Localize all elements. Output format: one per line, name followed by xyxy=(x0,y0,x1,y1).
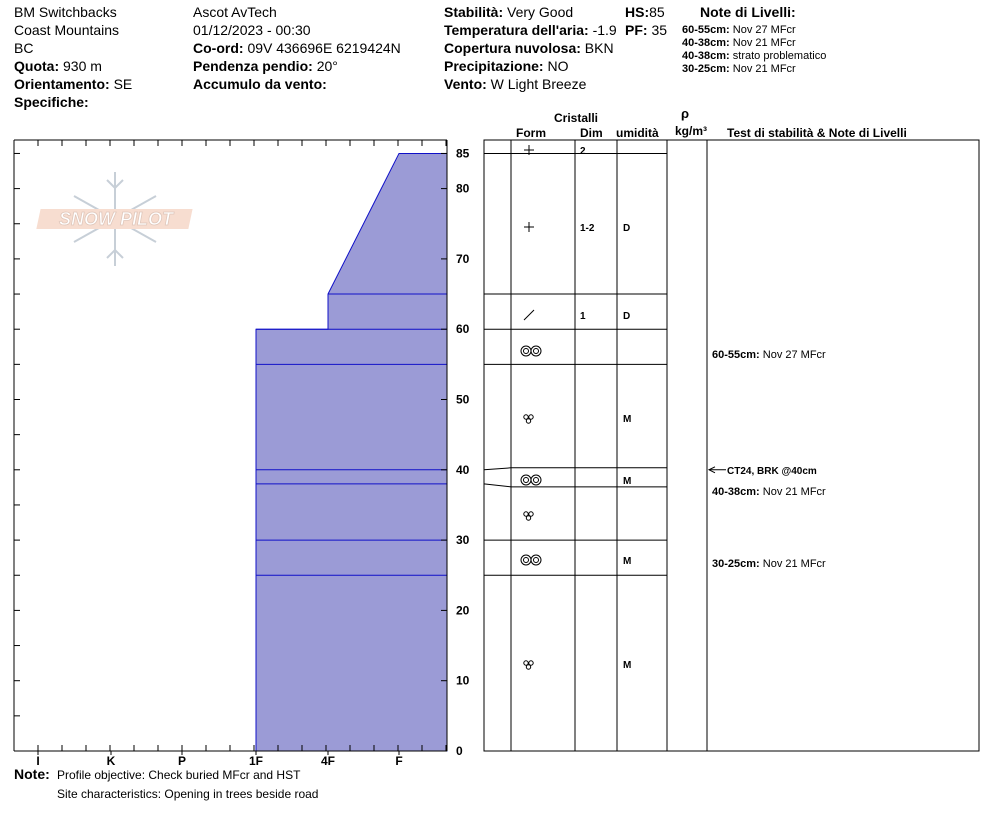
layer-note-3: 40-38cm: strato problematico xyxy=(682,50,827,62)
moisture-label: M xyxy=(623,414,632,425)
air-temperature: Temperatura dell'aria: -1.9 xyxy=(444,22,617,38)
y-tick-label: 10 xyxy=(456,673,470,688)
grain-round-icon xyxy=(526,419,530,423)
note-label: Note: xyxy=(14,766,50,782)
grain-size-label: 1-2 xyxy=(580,223,595,234)
x-tick-label: I xyxy=(36,754,40,768)
grain-size-label: 1 xyxy=(580,311,586,322)
y-tick-label: 80 xyxy=(456,181,470,196)
observer: Ascot AvTech xyxy=(193,4,277,20)
moisture-label: M xyxy=(623,556,632,567)
grain-form-icon xyxy=(524,415,533,423)
x-tick-label: 1F xyxy=(248,754,264,768)
snowpilot-logo xyxy=(36,172,192,266)
x-tick-label: K xyxy=(106,754,116,768)
location-name: BM Switchbacks xyxy=(14,4,117,20)
stability-test-label: CT24, BRK @40cm xyxy=(727,465,817,477)
density-symbol: ρ xyxy=(681,106,690,121)
layer-notes-title: Note di Livelli: xyxy=(700,4,796,20)
grain-form-icon xyxy=(524,661,533,669)
grain-ring-icon xyxy=(531,346,541,356)
datetime: 01/12/2023 - 00:30 xyxy=(193,22,311,38)
sky-cover: Copertura nuvolosa: BKN xyxy=(444,40,614,56)
coordinates: Co-ord: 09V 436696E 6219424N xyxy=(193,40,401,56)
grain-ring-icon xyxy=(531,475,541,485)
x-tick-label: 4F xyxy=(320,754,336,768)
precipitation: Precipitazione: NO xyxy=(444,58,569,74)
grain-ring-icon xyxy=(524,478,529,483)
density-unit: kg/m³ xyxy=(675,124,708,138)
y-tick-label: 30 xyxy=(456,533,470,548)
moisture-label: D xyxy=(623,223,631,234)
grain-ring-icon xyxy=(521,555,531,565)
slope-angle: Pendenza pendio: 20° xyxy=(193,58,338,74)
y-tick-label: 0 xyxy=(456,744,463,758)
dim-header: Dim xyxy=(580,126,603,140)
stability: Stabilità: Very Good xyxy=(444,4,574,20)
grain-form-icon xyxy=(521,346,541,356)
grain-ring-icon xyxy=(534,478,539,483)
moisture-label: M xyxy=(623,660,632,671)
note-objective: Profile objective: Check buried MFcr and HST xyxy=(57,768,301,782)
layer-note-text: 40-38cm: Nov 21 MFcr xyxy=(712,486,826,498)
grain-size-label: 2 xyxy=(580,146,586,157)
depth-connector xyxy=(484,484,511,487)
wind: Vento: W Light Breeze xyxy=(444,76,587,92)
grain-ring-icon xyxy=(531,555,541,565)
y-tick-label: 40 xyxy=(456,462,470,477)
y-tick-label: 60 xyxy=(456,322,470,337)
specifics: Specifiche: xyxy=(14,94,89,110)
y-tick-label: 85 xyxy=(456,146,470,161)
grain-form-icon xyxy=(524,222,534,232)
layer-note-text: 30-25cm: Nov 21 MFcr xyxy=(712,558,826,570)
moisture-label: D xyxy=(623,311,631,322)
form-header: Form xyxy=(516,126,546,140)
layer-note-4: 30-25cm: Nov 21 MFcr xyxy=(682,63,796,75)
aspect: Orientamento: SE xyxy=(14,76,133,92)
y-tick-label: 20 xyxy=(456,603,470,618)
crystals-header: Cristalli xyxy=(554,111,599,125)
layer-note-1: 60-55cm: Nov 27 MFcr xyxy=(682,24,796,36)
grain-form-icon xyxy=(521,555,541,565)
x-tick-label: F xyxy=(395,754,403,768)
grain-ring-icon xyxy=(534,349,539,354)
region: BC xyxy=(14,40,34,56)
grain-ring-icon xyxy=(524,349,529,354)
y-tick-label: 70 xyxy=(456,251,470,266)
grain-form-icon xyxy=(521,475,541,485)
y-tick-label: 50 xyxy=(456,392,470,407)
layer-note-2: 40-38cm: Nov 21 MFcr xyxy=(682,37,796,49)
grain-round-icon xyxy=(526,665,530,669)
note-site: Site characteristics: Opening in trees beside road xyxy=(57,787,319,801)
grain-ring-icon xyxy=(521,346,531,356)
wind-loading: Accumulo da vento: xyxy=(193,76,327,92)
mountain-range: Coast Mountains xyxy=(14,22,120,38)
moisture-label: M xyxy=(623,476,632,487)
logo-text: SNOW PILOT xyxy=(59,209,173,229)
foot-penetration: PF: 35 xyxy=(625,22,668,38)
tests-header: Test di stabilità & Note di Livelli xyxy=(727,126,907,140)
hardness-profile-area xyxy=(256,153,447,751)
grain-ring-icon xyxy=(521,475,531,485)
grain-ring-icon xyxy=(534,558,539,563)
x-tick-label: P xyxy=(177,754,187,768)
layer-note-text: 60-55cm: Nov 27 MFcr xyxy=(712,349,826,361)
snow-height: HS:85 xyxy=(625,4,665,20)
moisture-header: umidità xyxy=(616,126,659,140)
elevation: Quota: 930 m xyxy=(14,58,102,74)
grain-form-icon xyxy=(524,512,533,520)
grain-round-icon xyxy=(526,516,530,520)
grain-ring-icon xyxy=(524,558,529,563)
depth-connector xyxy=(484,468,511,470)
layer-table-frame xyxy=(484,140,979,751)
grain-form-icon xyxy=(524,310,534,320)
